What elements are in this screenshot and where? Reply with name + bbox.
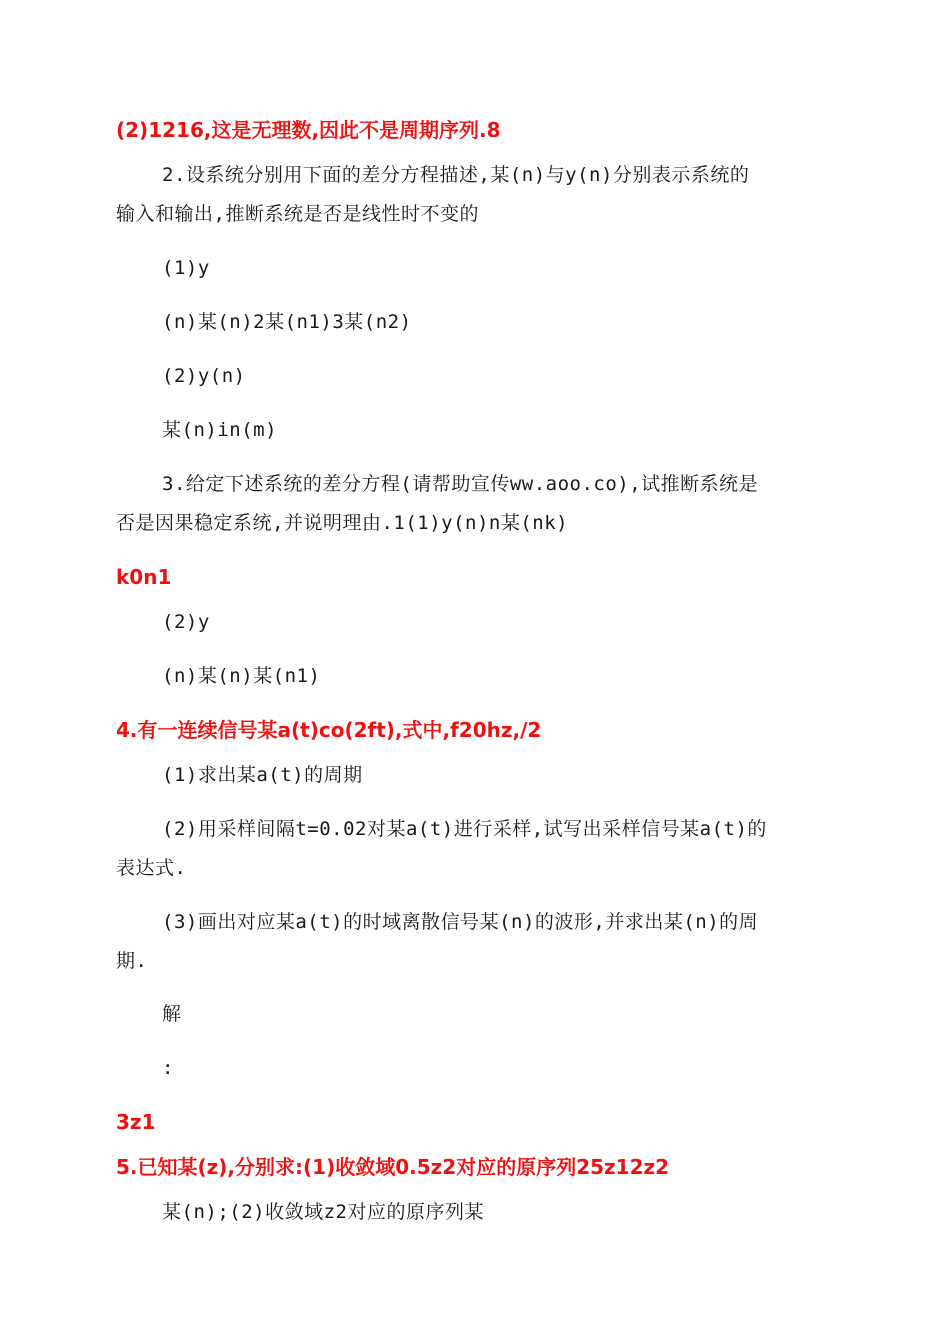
text-line-10: k0n1	[116, 565, 172, 589]
text-line-21: 3z1	[116, 1110, 156, 1134]
text-line-5: (n)某(n)2某(n1)3某(n2)	[162, 311, 412, 333]
text-line-7: 某(n)in(m)	[162, 419, 278, 441]
text-line-11: (2)y	[162, 611, 210, 633]
text-line-23: 某(n);(2)收敛域z2对应的原序列某	[162, 1201, 484, 1223]
text-line-17: (3)画出对应某a(t)的时域离散信号某(n)的波形,并求出某(n)的周	[162, 911, 759, 933]
text-line-6: (2)y(n)	[162, 365, 246, 387]
text-line-12: (n)某(n)某(n1)	[162, 665, 321, 687]
text-line-3: 输入和输出,推断系统是否是线性时不变的	[116, 203, 479, 225]
text-line-9: 否是因果稳定系统,并说明理由.1(1)y(n)n某(nk)	[116, 512, 569, 534]
text-line-18: 期.	[116, 950, 148, 972]
text-line-8: 3.给定下述系统的差分方程(请帮助宣传ww.aoo.co),试推断系统是	[162, 473, 759, 495]
text-line-22: 5.已知某(z),分别求:(1)收敛域0.5z2对应的原序列25z12z2	[116, 1155, 670, 1179]
text-line-16: 表达式.	[116, 857, 187, 879]
text-line-4: (1)y	[162, 257, 210, 279]
text-line-2: 2.设系统分别用下面的差分方程描述,某(n)与y(n)分别表示系统的	[162, 164, 750, 186]
text-line-14: (1)求出某a(t)的周期	[162, 764, 363, 786]
text-line-20: :	[162, 1057, 174, 1079]
text-line-13: 4.有一连续信号某a(t)co(2ft),式中,f20hz,/2	[116, 718, 542, 742]
text-line-19: 解	[162, 1003, 182, 1025]
text-line-15: (2)用采样间隔t=0.02对某a(t)进行采样,试写出采样信号某a(t)的	[162, 818, 767, 840]
text-line-1: (2)1216,这是无理数,因此不是周期序列.8	[116, 118, 501, 142]
